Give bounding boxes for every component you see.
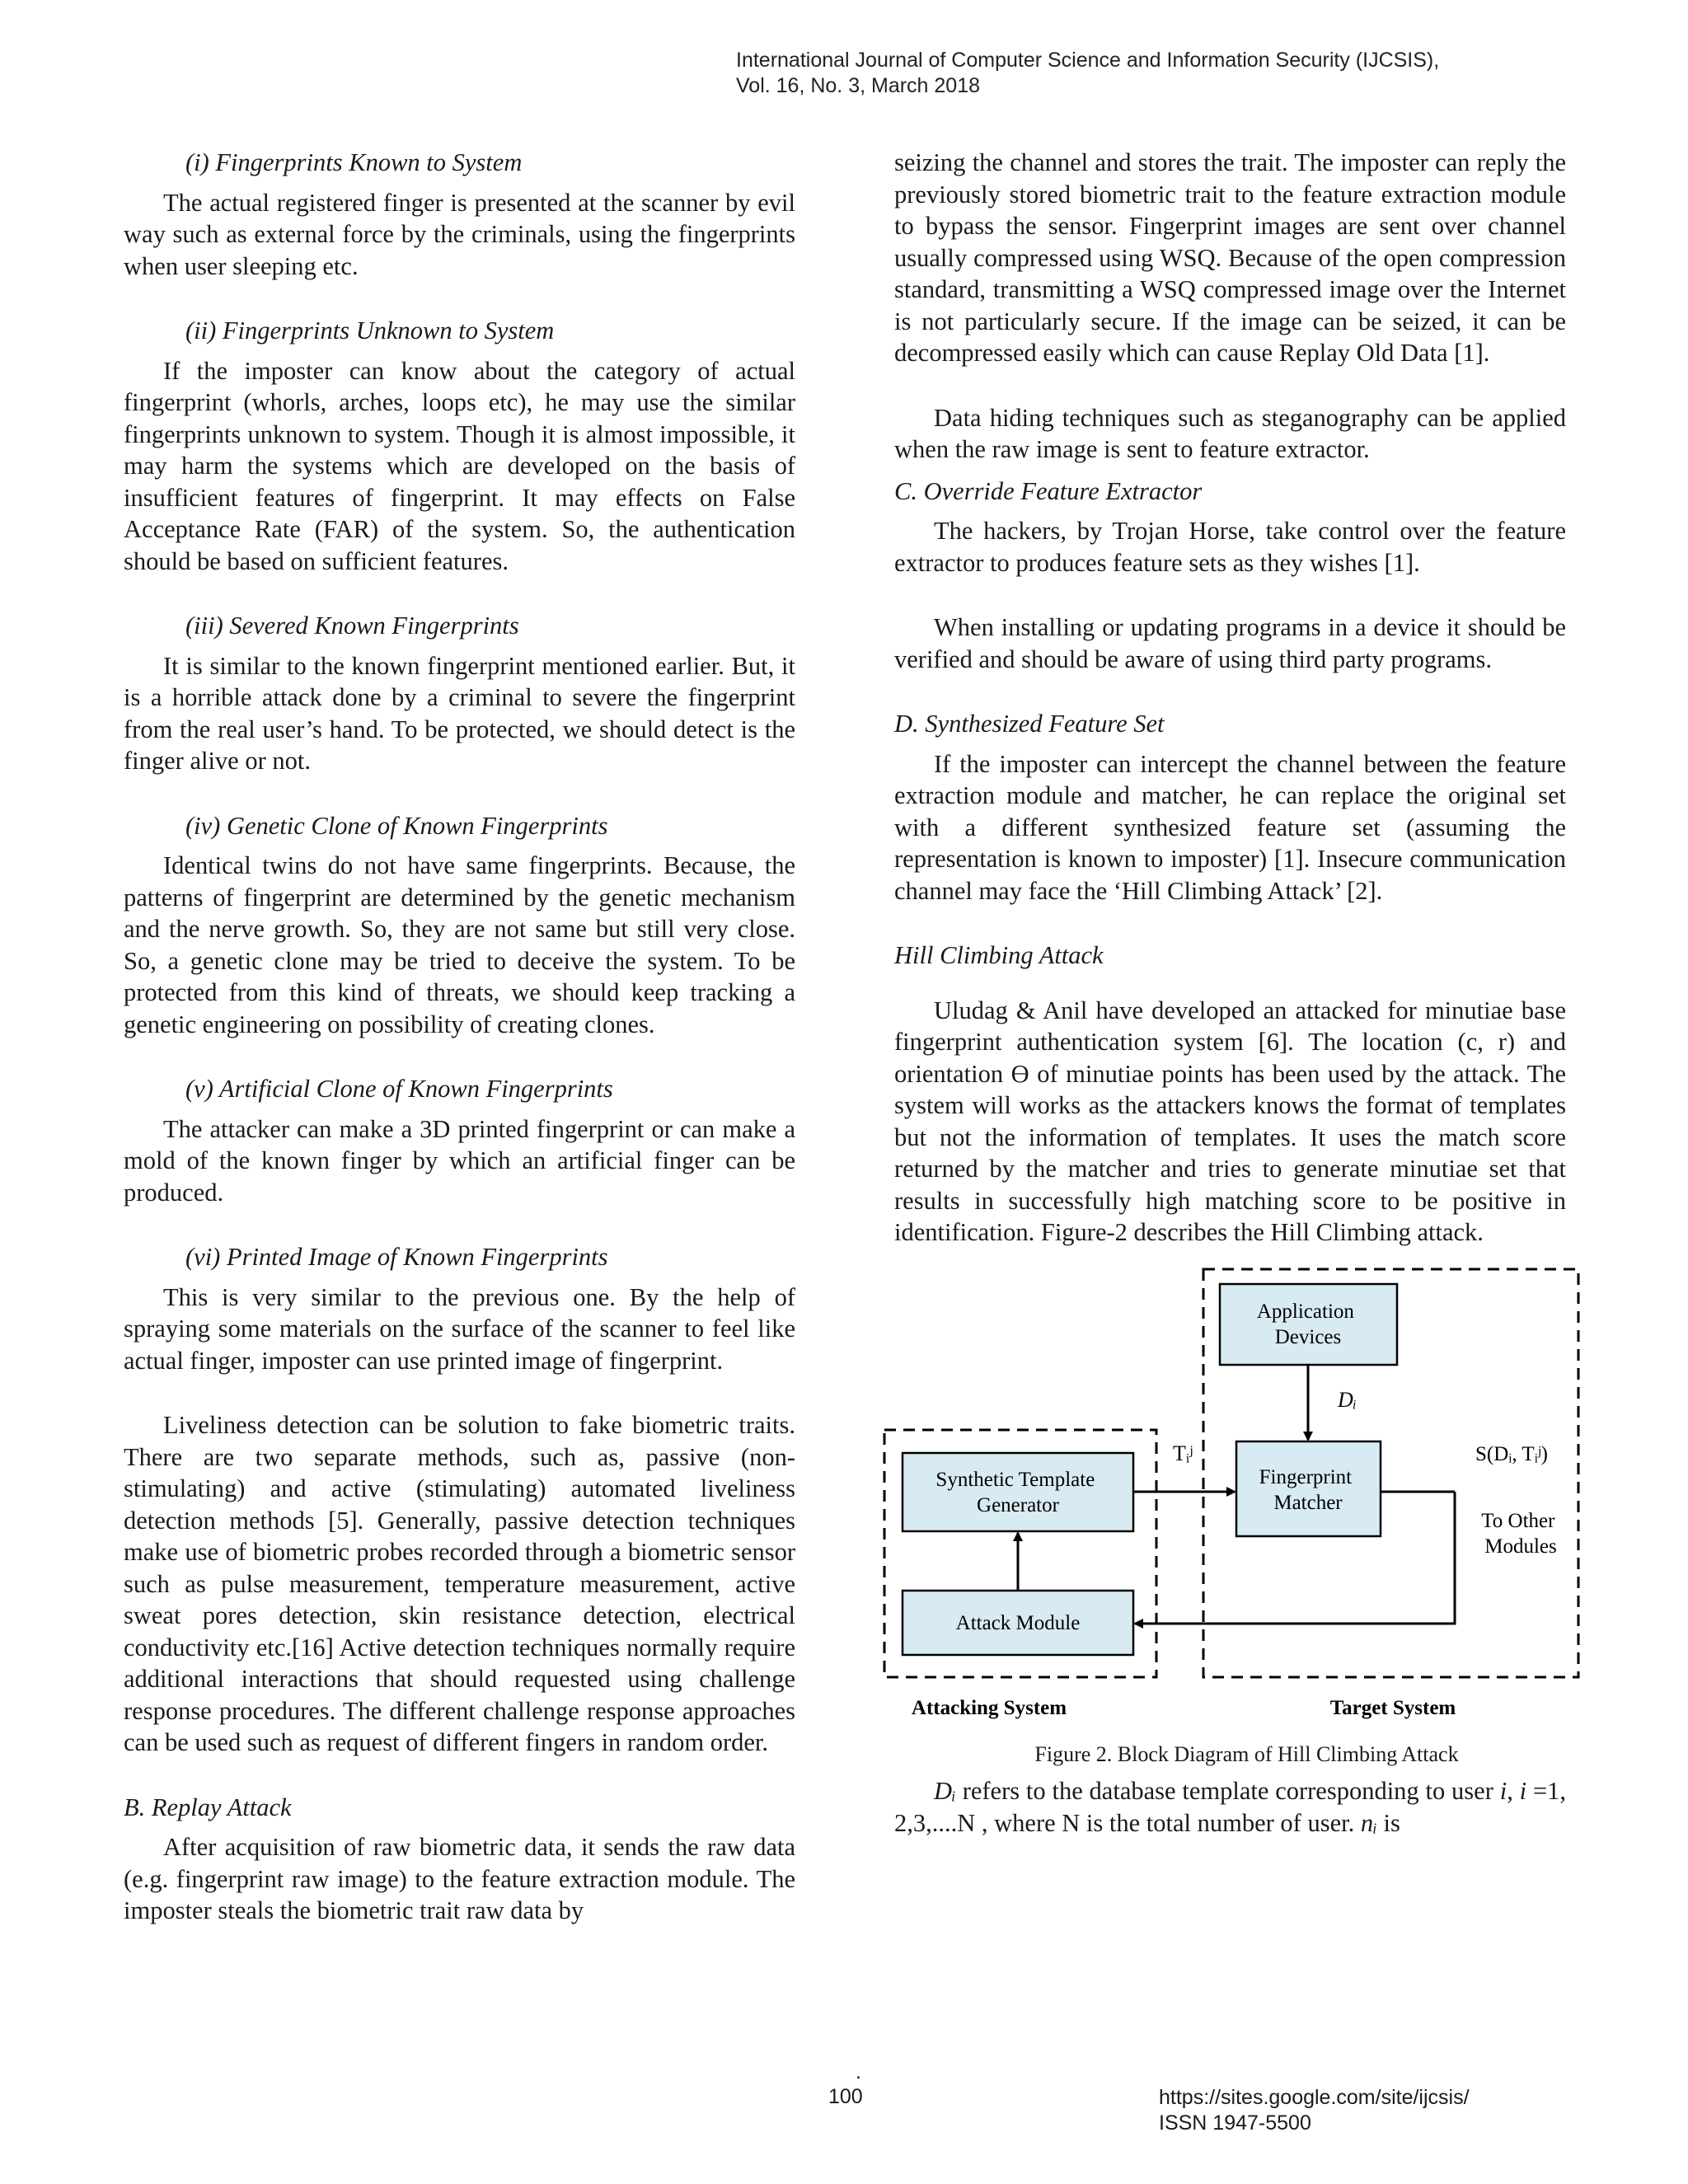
attacking-system-label: Attacking System — [911, 1696, 1067, 1719]
symbol-d: Dᵢ — [934, 1777, 956, 1805]
heading-printed-image: (vi) Printed Image of Known Fingerprints — [185, 1243, 608, 1271]
paragraph-genetic-clone: Identical twins do not have same fingerprints. Because, the patterns of fingerprint are determined by the genetic mechanism and the nerve growth. So, they are not same but still very close. So, a genetic clone may be tried to deceive the system. To be protected from this kind of threats, we should keep tracking a genetic engineering on possibility of creating clones. — [124, 851, 795, 1038]
figure-caption: Figure 2. Block Diagram of Hill Climbing Attack — [1034, 1741, 1459, 1766]
paragraph-hill-climbing: Uludag & Anil have developed an attacked for minutiae base fingerprint authentication system [6]. The location (c, r) and orientation ϴ of minutiae points has been used by the attack. The system will works as the attackers knows the format of templates but not the information of templates. It uses the match score returned by the matcher and tries to generate minutiae set that results in successfully high matching score to be positive in identification. Figure-2 describes the Hill Climbing attack. — [894, 996, 1566, 1246]
svg-text:To Other Modules — [1481, 1510, 1559, 1558]
paragraph-printed-image: This is very similar to the previous one. By the help of spraying some materials on the surface of the scanner to feel like actual finger, imposter can use printed image of fingerprint. — [124, 1282, 795, 1375]
paragraph-fingerprints-known: The actual registered finger is presented at the scanner by evil way such as external force by the criminals, using the fingerprints when user sleeping etc. — [124, 188, 795, 280]
heading-genetic-clone: (iv) Genetic Clone of Known Fingerprints — [185, 811, 608, 840]
heading-artificial-clone: (v) Artificial Clone of Known Fingerprints — [185, 1075, 613, 1103]
figure-hill-climbing-diagram — [882, 1265, 1582, 1739]
other-modules-line2: Modules — [1484, 1535, 1557, 1558]
heading-fingerprints-unknown: (ii) Fingerprints Unknown to System — [185, 316, 555, 344]
heading-hill-climbing: Hill Climbing Attack — [894, 941, 1104, 969]
attack-module-label: Attack Module — [955, 1611, 1081, 1634]
matcher-label-line2: Matcher — [1273, 1491, 1343, 1514]
application-devices-box — [1220, 1284, 1397, 1365]
footer-info — [1159, 2085, 1470, 2136]
paragraph-installing: When installing or updating programs in a device it should be verified and should be aware of using third party programs. — [894, 613, 1566, 673]
score-label: S(Dᵢ, Tᵢʲ) — [1475, 1442, 1548, 1465]
journal-url: https://sites.google.com/site/ijcsis/ — [1159, 2086, 1470, 2109]
paragraph-synthesized-feature-set: If the imposter can intercept the channel between the feature extraction module and matcher, he can replace the original set with a different synthesized feature set (assuming the representation is known to imposter) [1]. Insecure communication channel may face the ‘Hill Climbing Attack’ [2]. — [894, 749, 1566, 905]
paragraph-override-extractor: The hackers, by Trojan Horse, take control over the feature extractor to produces feature sets as they wishes [1]. — [894, 517, 1566, 577]
paragraph-fingerprints-unknown: If the imposter can know about the category of actual fingerprint (whorls, arches, loops etc), he may use the similar fingerprints unknown to system. Though it is almost impossible, it may harm the systems which are developed on the basis of insufficient features of fingerprint. It may effects on False Acceptance Rate (FAR) of the system. So, the authentication should be based on sufficient features. — [124, 356, 795, 575]
synthetic-template-generator-box — [903, 1453, 1133, 1531]
footer-dot: . — [856, 2060, 861, 2083]
paragraph-severed-fingerprints: It is similar to the known fingerprint mentioned earlier. But, it is a horrible attack done by a criminal to severe the fingerprint from the real user’s hand. To be protected, we should detect is the finger alive or not. — [124, 651, 795, 775]
heading-severed-fingerprints: (iii) Severed Known Fingerprints — [185, 612, 519, 640]
right-column — [894, 147, 1566, 1839]
di-label: Dᵢ — [1338, 1387, 1357, 1412]
paragraph-data-hiding: Data hiding techniques such as steganography can be applied when the raw image is sent to feature extractor. — [894, 403, 1566, 463]
page-number: 100 — [828, 2085, 863, 2108]
left-column — [124, 147, 795, 1927]
heading-replay-attack: B. Replay Attack — [124, 1793, 292, 1821]
matcher-label-line1: Fingerprint — [1259, 1465, 1353, 1488]
target-system-label: Target System — [1329, 1696, 1456, 1719]
fingerprint-matcher-box — [1236, 1441, 1381, 1536]
journal-volume: Vol. 16, No. 3, March 2018 — [736, 74, 981, 97]
other-modules-line1: To Other — [1481, 1509, 1555, 1532]
heading-synthesized-feature-set: D. Synthesized Feature Set — [894, 710, 1165, 738]
journal-header — [736, 48, 1560, 99]
paragraph-replay-attack: After acquisition of raw biometric data, it sends the raw data (e.g. fingerprint raw image) to the feature extraction module. The imposter steals the biometric trait raw data by — [124, 1833, 795, 1924]
paragraph-replay-continued: seizing the channel and stores the trait. The imposter can reply the previously stored biometric trait to the feature extraction module to bypass the sensor. Fingerprint images are sent over channel usually compressed using WSQ. Because of the open compression standard, transmitting a WSQ compressed image over the Internet is not particularly secure. If the image can be seized, it can be decompressed easily which can cause Replay Old Data [1]. — [894, 148, 1566, 367]
heading-override-extractor: C. Override Feature Extractor — [894, 476, 1203, 505]
app-label-line1: Application — [1256, 1300, 1354, 1323]
paragraph-liveliness: Liveliness detection can be solution to fake biometric traits. There are two separate methods, such as, passive (non-stimulating) and active (stimulating) automated liveliness detection methods [5]. Generally, passive detection techniques make use of biometric probes recorded through a biometric sensor such as pulse measurement, temperature measurement, active sweat pores detection, skin resistance detection, electrical conductivity etc.[16] Active detection techniques normally require additional interactions that should requested using challenge response procedures. The different challenge response approaches can be used such as request of different fingers in random order. — [124, 1411, 795, 1756]
synth-label-line2: Generator — [977, 1493, 1059, 1516]
paragraph-artificial-clone: The attacker can make a 3D printed fingerprint or can make a mold of the known finger by which an artificial finger can be produced. — [124, 1114, 795, 1207]
template-label: Tᵢʲ — [1173, 1441, 1193, 1465]
synth-label-line1: Synthetic Template — [935, 1468, 1095, 1491]
app-label-line2: Devices — [1274, 1325, 1342, 1348]
symbol-n: nᵢ — [1360, 1808, 1377, 1837]
heading-fingerprints-known: (i) Fingerprints Known to System — [185, 148, 523, 176]
paragraph-after-figure: Dᵢ refers to the database template corresponding to user i, i =1, 2,3,....N , where N is the total number of user. nᵢ is — [894, 1777, 1567, 1837]
issn: ISSN 1947-5500 — [1159, 2111, 1311, 2135]
journal-title: International Journal of Computer Science and Information Security (IJCSIS), — [736, 49, 1440, 72]
